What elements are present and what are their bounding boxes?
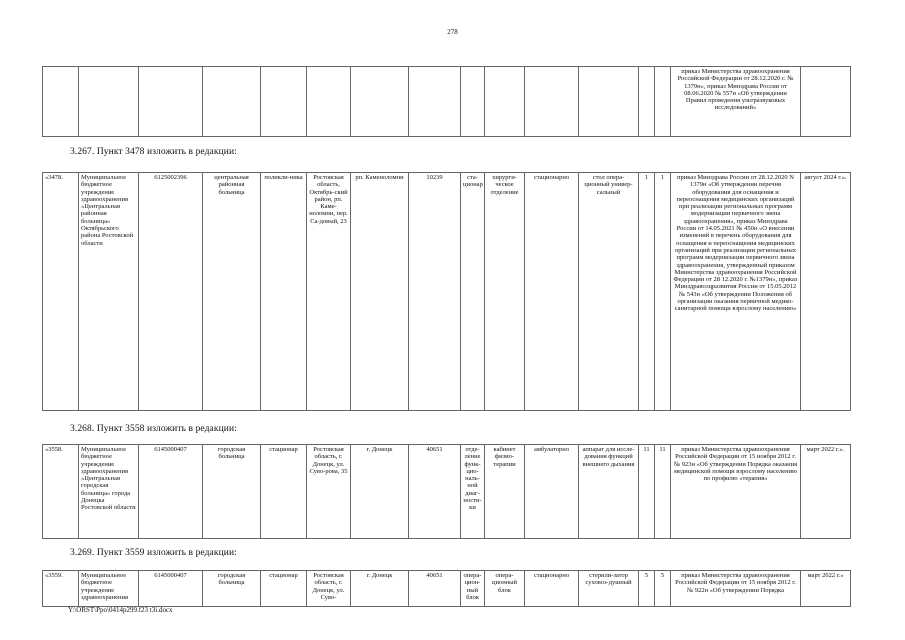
facility-kind: стационар bbox=[261, 571, 307, 607]
locality: г. Донецк bbox=[351, 571, 409, 607]
heading-3-267: 3.267. Пункт 3478 изложить в редакции: bbox=[70, 147, 237, 157]
quantity-2: 1 bbox=[655, 173, 671, 411]
quantity-1: 5 bbox=[639, 571, 655, 607]
locality: рп. Каменоломни bbox=[351, 173, 409, 411]
date: август 2024 г.». bbox=[801, 173, 851, 411]
organization: Муниципальное бюджетное учреждение здравоохранения bbox=[79, 571, 139, 607]
quantity-2: 11 bbox=[655, 445, 671, 539]
equipment: стол опера-ционный универ-сальный bbox=[579, 173, 639, 411]
quantity-1: 1 bbox=[639, 173, 655, 411]
address: Ростовская область, Октябрь-ский район, рп. Каме-ноломни, пер. Са-довый, 23 bbox=[307, 173, 351, 411]
quantity-2: 5 bbox=[655, 571, 671, 607]
table-row bbox=[43, 445, 851, 539]
care-mode: стационарно bbox=[525, 173, 579, 411]
care-mode: стационарно bbox=[525, 571, 579, 607]
code: 40651 bbox=[409, 445, 461, 539]
department: отде-ление функ-цио-наль-ной диаг-ности-ки bbox=[461, 445, 485, 539]
care-mode: амбулаторно bbox=[525, 445, 579, 539]
row-number: «3478. bbox=[43, 173, 79, 411]
unit: кабинет физио-терапии bbox=[485, 445, 525, 539]
table-3558 bbox=[42, 444, 851, 539]
law-cell: приказ Министерства здравоохранения Российской Федерации от 15 ноября 2012 г. № 922н «Об утверждении Порядка bbox=[671, 571, 801, 607]
table-row bbox=[43, 571, 851, 607]
inn: 6125002396 bbox=[139, 173, 203, 411]
heading-3-269: 3.269. Пункт 3559 изложить в редакции: bbox=[70, 548, 237, 558]
page-number: 278 bbox=[447, 28, 458, 36]
date: март 2022 г.». bbox=[801, 445, 851, 539]
law-cell: приказ Министерства здравоохранения Российской Федерации от 28.12.2020 г. № 1379н», приказ Минздрава России от 08.06.2020 № 557н «Об утверждении Правил проведения ультразвуковых исследований» bbox=[671, 67, 801, 137]
table-3559 bbox=[42, 570, 851, 607]
row-number: «3558. bbox=[43, 445, 79, 539]
organization: Муниципальное бюджетное учреждение здравоохранения «Центральная районная больница» Октябрьского района Ростовской области bbox=[79, 173, 139, 411]
address: Ростовская область, г. Донецк, ул. Суво- bbox=[307, 571, 351, 607]
unit: хирурги-ческое отделение bbox=[485, 173, 525, 411]
heading-3-268: 3.268. Пункт 3558 изложить в редакции: bbox=[70, 424, 237, 434]
inn: 6145000407 bbox=[139, 445, 203, 539]
facility-kind: поликли-ника bbox=[261, 173, 307, 411]
facility-type: центральная районная больница bbox=[203, 173, 261, 411]
law-cell: приказ Министерства здравоохранения Российской Федерации от 15 ноября 2012 г. № 923н «Об утверждении Порядка оказания медицинской помощи взрослому населению по профилю «терапия» bbox=[671, 445, 801, 539]
code: 40651 bbox=[409, 571, 461, 607]
row-number: «3559. bbox=[43, 571, 79, 607]
inn: 6145000407 bbox=[139, 571, 203, 607]
date: март 2022 г.» bbox=[801, 571, 851, 607]
footer-file-path: Y:\ORST\Ppo\0414p299.f23 t3i.docx bbox=[68, 606, 173, 614]
organization: Муниципальное бюджетное учреждение здравоохранения «Центральная городская больница» города Донецка Ростовской области bbox=[79, 445, 139, 539]
law-cell: приказ Минздрава России от 28.12.2020 N 1379н «Об утверждении перечня оборудования для оснащения и переоснащения медицинских организаций при реализации региональных программ модернизации первичного звена здравоохранения», приказ Минздрава России от 14.05.2021 № 450н «О внесении изменений в перечень оборудования для оснащения и переоснащения медицинских организаций при реализации региональных программ модернизации первичного звена здравоохранения, утвержденный приказом Министерства здравоохранения Российской Федерации от 28 12.2020 г. №1379н», приказ Минздравсоцразвития России от 15.05.2012 № 543н «Об утверждении Положения об организации оказания первичной медико-санитарной помощи взрослому населению» bbox=[671, 173, 801, 411]
facility-type: городская больница bbox=[203, 445, 261, 539]
facility-kind: стационар bbox=[261, 445, 307, 539]
table-continuation bbox=[42, 66, 851, 137]
equipment: аппарат для иссле-дования функций внешнего дыхания bbox=[579, 445, 639, 539]
department: ста-ционар bbox=[461, 173, 485, 411]
locality: г. Донецк bbox=[351, 445, 409, 539]
department: опера-цион-ный блок bbox=[461, 571, 485, 607]
address: Ростовская область, г. Донецк, ул. Суво-рова, 35 bbox=[307, 445, 351, 539]
table-row bbox=[43, 67, 851, 137]
equipment: стерили-затор суховоз-душный bbox=[579, 571, 639, 607]
code: 10239 bbox=[409, 173, 461, 411]
unit: опера-ционный блок bbox=[485, 571, 525, 607]
facility-type: городская больница bbox=[203, 571, 261, 607]
table-row bbox=[43, 173, 851, 411]
table-3478 bbox=[42, 172, 851, 411]
quantity-1: 11 bbox=[639, 445, 655, 539]
